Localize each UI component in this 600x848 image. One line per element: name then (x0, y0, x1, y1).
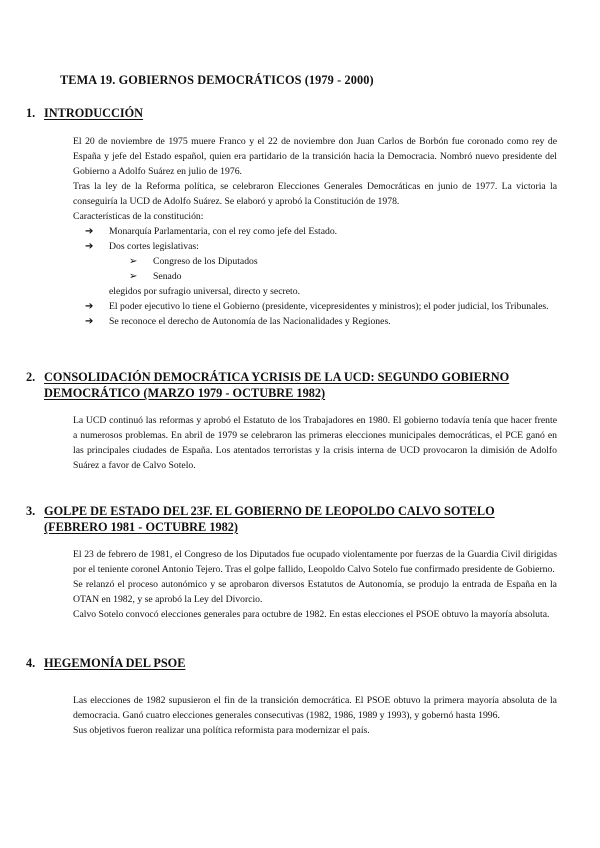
list-item-text: Monarquía Parlamentaria, con el rey como jefe del Estado. (109, 226, 338, 237)
arrow-bullet-icon: ➔ (85, 301, 94, 312)
sub-list-item (129, 269, 557, 284)
section-number: 1. (26, 106, 36, 120)
section-golpe-de-estado (26, 503, 556, 622)
section-heading (26, 655, 556, 671)
section-number: 2. (26, 370, 36, 384)
section-title: CONSOLIDACIÓN DEMOCRÁTICA YCRISIS DE LA UCD: SEGUNDO GOBIERNO DEMOCRÁTICO (MARZO 1979 - OCTUBRE 1982) (44, 370, 510, 400)
sub-list-item-text: Senado (153, 271, 182, 282)
list-item (85, 314, 557, 329)
list-item (85, 224, 557, 239)
section-body (73, 413, 557, 473)
paragraph: El 20 de noviembre de 1975 muere Franco y el 22 de noviembre don Juan Carlos de Borbón fue coronado como rey de España y jefe del Estado español, quien era partidario de la transición hacia la Democracia. Nombró nuevo presidente del Gobierno a Adolfo Suárez en julio de 1976. (73, 136, 557, 177)
section-body (73, 134, 557, 329)
continuation-text: elegidos por sufragio universal, directo y secreto. (109, 286, 300, 297)
section-title: INTRODUCCIÓN (44, 106, 144, 120)
section-body (73, 693, 557, 738)
paragraph: El 23 de febrero de 1981, el Congreso de los Diputados fue ocupado violentamente por fuerzas de la Guardia Civil dirigidas por el teniente coronel Antonio Tejero. Tras el golpe fallido, Leopoldo Calvo Sotelo fue confirmado presidente de Gobierno. (73, 549, 557, 575)
paragraph: La UCD continuó las reformas y aprobó el Estatuto de los Trabajadores en 1980. El gobierno todavía tenía que hacer frente a numerosos problemas. En abril de 1979 se celebraron las primeras elecciones municipales democráticas, el PCE ganó en las principales ciudades de España. Los atentados terroristas y la crisis interna de UCD provocaron la dimisión de Adolfo Suárez a favor de Calvo Sotelo. (73, 415, 557, 471)
section-heading (26, 105, 556, 121)
list-item-text: Dos cortes legislativas: (109, 241, 199, 252)
section-hegemonia-psoe (26, 655, 556, 738)
paragraph: Sus objetivos fueron realizar una política reformista para modernizar el país. (73, 725, 370, 736)
section-introduccion (26, 105, 556, 329)
sub-list-item-text: Congreso de los Diputados (153, 256, 258, 267)
list-item-text: El poder ejecutivo lo tiene el Gobierno (presidente, vicepresidentes y ministros); el poder judicial, los Tribunales. (109, 301, 549, 312)
paragraph: Calvo Sotelo convocó elecciones generales para octubre de 1982. En estas elecciones el PSOE obtuvo la mayoría absoluta. (73, 609, 550, 620)
section-heading (26, 503, 556, 535)
section-consolidacion (26, 369, 556, 473)
section-number: 3. (26, 504, 36, 518)
section-title: HEGEMONÍA DEL PSOE (44, 656, 186, 670)
sub-list-item (129, 254, 557, 269)
section-title: GOLPE DE ESTADO DEL 23F. EL GOBIERNO DE LEOPOLDO CALVO SOTELO (FEBRERO 1981 - OCTUBRE 1982) (44, 504, 495, 534)
paragraph: Se relanzó el proceso autonómico y se aprobaron diversos Estatutos de Autonomía, se produjo la entrada de España en la OTAN en 1982, y se aprobó la Ley del Divorcio. (73, 579, 557, 605)
section-number: 4. (26, 656, 36, 670)
section-body (73, 547, 557, 622)
arrowhead-bullet-icon: ➢ (129, 271, 138, 282)
document-title: TEMA 19. GOBIERNOS DEMOCRÁTICOS (1979 - 2000) (60, 73, 374, 87)
paragraph: Características de la constitución: (73, 211, 204, 222)
arrow-bullet-icon: ➔ (85, 226, 94, 237)
list-item (85, 239, 557, 254)
arrowhead-bullet-icon: ➢ (129, 256, 138, 267)
arrow-bullet-icon: ➔ (85, 241, 94, 252)
list-item-text: Se reconoce el derecho de Autonomía de las Nacionalidades y Regiones. (109, 316, 391, 327)
list-item (85, 299, 557, 314)
section-heading (26, 369, 556, 401)
paragraph: Tras la ley de la Reforma política, se celebraron Elecciones Generales Democráticas en junio de 1977. La victoria la conseguiría la UCD de Adolfo Suárez. Se elaboró y aprobó la Constitución de 1978. (73, 181, 557, 207)
arrow-bullet-icon: ➔ (85, 316, 94, 327)
paragraph: Las elecciones de 1982 supusieron el fin de la transición democrática. El PSOE obtuvo la primera mayoría absoluta de la democracia. Ganó cuatro elecciones generales consecutivas (1982, 1986, 1989 y 1993), y gobernó hasta 1996. (73, 695, 557, 721)
